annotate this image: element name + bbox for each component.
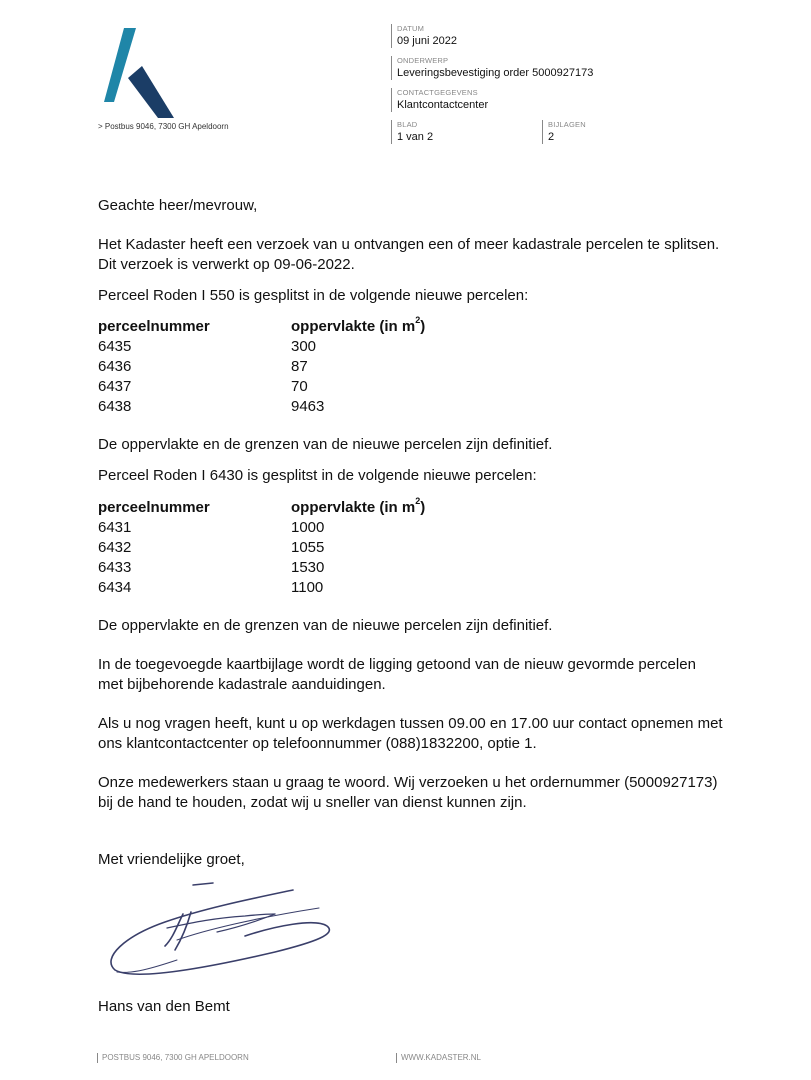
contact-value: Klantcontactcenter: [397, 99, 489, 111]
parcel1-intro: Perceel Roden I 550 is gesplitst in de volgende nieuwe percelen:: [98, 287, 529, 304]
salutation: Geachte heer/mevrouw,: [98, 197, 258, 214]
table-row: 6435 300: [98, 338, 317, 355]
parcel-table-2: [98, 498, 425, 598]
contact-note: Als u nog vragen heeft, kunt u op werkdagen tussen 09.00 en 17.00 uur contact opnemen met ons klantcontactcenter op telefoonnummer (088)1832200, optie 1.: [98, 715, 723, 752]
kadaster-logo: [100, 28, 180, 120]
parcel-table-1: [98, 317, 425, 417]
definitive-note-1: De oppervlakte en de grenzen van de nieuwe percelen zijn definitief.: [98, 436, 553, 453]
datum-label: DATUM: [397, 24, 425, 33]
parcel2-intro: Perceel Roden I 6430 is gesplitst in de volgende nieuwe percelen:: [98, 467, 537, 484]
order-note: Onze medewerkers staan u graag te woord. Wij verzoeken u het ordernummer (5000927173) bij de hand te houden, zodat wij u sneller van dienst kunnen zijn.: [98, 774, 718, 811]
meta-datum: [391, 24, 457, 48]
col-perceelnummer: perceelnummer: [98, 318, 210, 335]
table-row: 6433 1530: [98, 559, 325, 576]
meta-bijlagen: [542, 120, 586, 144]
table-row: 6438 9463: [98, 398, 325, 415]
contact-label: CONTACTGEGEVENS: [397, 88, 478, 97]
intro-paragraph: Het Kadaster heeft een verzoek van u ontvangen een of meer kadastrale percelen te splitsen. Dit verzoek is verwerkt op 09-06-2022.: [98, 236, 720, 273]
table-row: 6436 87: [98, 358, 308, 375]
bijlagen-label: BIJLAGEN: [548, 120, 586, 129]
map-note: In de toegevoegde kaartbijlage wordt de ligging getoond van de nieuw gevormde percelen met bijbehorende kadastrale aanduidingen.: [98, 656, 696, 693]
blad-label: BLAD: [397, 120, 418, 129]
signer-name: Hans van den Bemt: [98, 998, 230, 1015]
signature: [105, 878, 335, 983]
datum-value: 09 juni 2022: [397, 35, 457, 47]
meta-onderwerp: [391, 56, 593, 80]
closing: Met vriendelijke groet,: [98, 851, 245, 868]
definitive-note-2: De oppervlakte en de grenzen van de nieuwe percelen zijn definitief.: [98, 617, 553, 634]
meta-contact: [391, 88, 488, 112]
onderwerp-label: ONDERWERP: [397, 56, 449, 65]
bijlagen-value: 2: [548, 131, 555, 143]
table-row: 6437 70: [98, 378, 308, 395]
meta-blad: [391, 120, 433, 144]
table-row: 6432 1055: [98, 539, 325, 556]
table-row: 6431 1000: [98, 519, 325, 536]
col-oppervlakte: oppervlakte (in $m^2$): [291, 315, 426, 335]
footer-address: POSTBUS 9046, 7300 GH APELDOORN: [97, 1053, 249, 1063]
return-address: > Postbus 9046, 7300 GH Apeldoorn: [98, 122, 229, 131]
col-oppervlakte: oppervlakte (in $m^2$): [291, 496, 426, 516]
table-header: [98, 317, 425, 337]
onderwerp-value: Leveringsbevestiging order 5000927173: [397, 67, 594, 79]
table-row: 6434 1100: [98, 579, 324, 596]
footer-website[interactable]: WWW.KADASTER.NL: [396, 1053, 481, 1063]
col-perceelnummer: perceelnummer: [98, 499, 210, 516]
table-header: [98, 498, 425, 518]
blad-value: 1 van 2: [397, 131, 434, 143]
